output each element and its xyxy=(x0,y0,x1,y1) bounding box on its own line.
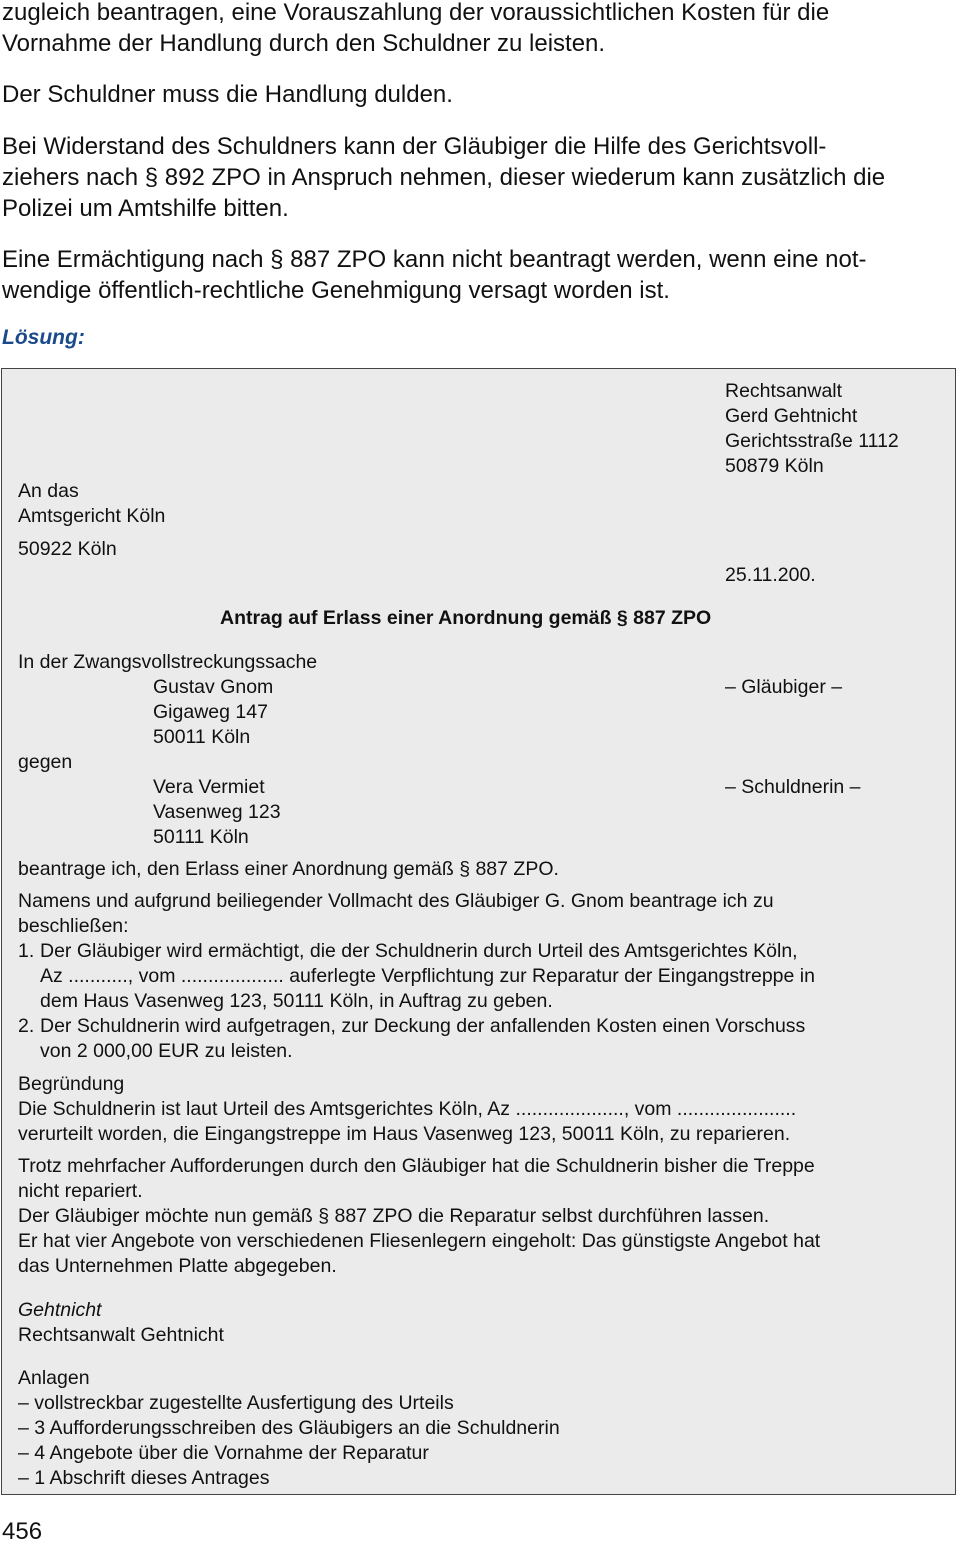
address-line: 50011 Köln xyxy=(153,726,251,748)
text-line: Trotz mehrfacher Aufforderungen durch den Gläubiger hat die Schuldnerin bisher die Treppe xyxy=(18,1155,815,1177)
address-line: Vasenweg 123 xyxy=(153,801,281,823)
text-line: Vornahme der Handlung durch den Schuldner zu leisten. xyxy=(2,30,606,57)
creditor-address xyxy=(153,675,273,750)
text-line: das Unternehmen Platte abgegeben. xyxy=(18,1255,337,1277)
address-line: An das xyxy=(18,480,79,502)
address-line: Amtsgericht Köln xyxy=(18,505,166,527)
intro-paragraph-2 xyxy=(2,79,957,110)
debtor-role: – Schuldnerin – xyxy=(725,776,861,798)
recipient-city: 50922 Köln xyxy=(18,538,117,560)
creditor-role: – Gläubiger – xyxy=(725,676,843,698)
text-line: Der Schuldnerin wird aufgetragen, zur Deckung der anfallenden Kosten einen Vorschuss xyxy=(40,1015,806,1037)
address-line: Gerichtsstraße 1112 xyxy=(725,430,899,452)
text-line: Er hat vier Angebote von verschiedenen Fliesenlegern eingeholt: Das günstigste Angebot hat xyxy=(18,1230,821,1252)
text-line: wendige öffentlich-rechtliche Genehmigung versagt worden ist. xyxy=(2,277,670,304)
item-number: 1. xyxy=(18,940,35,962)
intro-paragraph-4 xyxy=(2,244,957,306)
reason-paragraph-1 xyxy=(18,1097,796,1147)
debtor-address xyxy=(153,775,281,850)
reason-title: Begründung xyxy=(18,1073,125,1095)
attachments-title: Anlagen xyxy=(18,1367,90,1389)
list-item: – 1 Abschrift dieses Antrages xyxy=(18,1467,270,1489)
intro-paragraph-1 xyxy=(2,0,957,59)
text-line: Der Gläubiger wird ermächtigt, die der Schuldnerin durch Urteil des Amtsgerichtes Köln, xyxy=(40,940,798,962)
text-line: zugleich beantragen, eine Vorauszahlung der voraussichtlichen Kosten für die xyxy=(2,0,830,26)
attachments-list xyxy=(18,1391,560,1491)
letter-subject: Antrag auf Erlass einer Anordnung gemäß § 887 ZPO xyxy=(220,607,712,629)
recipient-address xyxy=(18,479,165,529)
text-line: Bei Widerstand des Schuldners kann der Gläubiger die Hilfe des Gerichtsvoll- xyxy=(2,133,827,160)
text-line: verurteilt worden, die Eingangstreppe im Haus Vasenweg 123, 50011 Köln, zu reparieren. xyxy=(18,1123,791,1145)
address-line: Gerd Gehtnicht xyxy=(725,405,858,427)
item-number: 2. xyxy=(18,1015,35,1037)
text-line: von 2 000,00 EUR zu leisten. xyxy=(40,1040,293,1062)
address-line: 50879 Köln xyxy=(725,455,824,477)
text-line: beschließen: xyxy=(18,915,129,937)
list-item: – 4 Angebote über die Vornahme der Reparatur xyxy=(18,1442,429,1464)
address-line: 50111 Köln xyxy=(153,826,249,848)
intro-paragraph-3 xyxy=(2,131,957,224)
case-intro: In der Zwangsvollstreckungssache xyxy=(18,651,318,673)
list-item: – vollstreckbar zugestellte Ausfertigung des Urteils xyxy=(18,1392,454,1414)
text-line: ziehers nach § 892 ZPO in Anspruch nehmen, dieser wiederum kann zusätzlich die xyxy=(2,164,886,191)
signature: Gehtnicht xyxy=(18,1299,102,1321)
list-item xyxy=(18,939,928,1014)
letter-date: 25.11.200. xyxy=(725,564,816,586)
request-line: beantrage ich, den Erlass einer Anordnung gemäß § 887 ZPO. xyxy=(18,858,559,880)
solution-heading: Lösung: xyxy=(2,326,85,349)
authority-paragraph xyxy=(18,889,774,939)
text-line: Eine Ermächtigung nach § 887 ZPO kann nicht beantragt werden, wenn eine not- xyxy=(2,246,867,273)
text-line: dem Haus Vasenweg 123, 50111 Köln, in Auftrag zu geben. xyxy=(40,990,553,1012)
text-line: Der Schuldner muss die Handlung dulden. xyxy=(2,81,453,108)
reason-paragraph-2 xyxy=(18,1154,820,1279)
address-line: Gigaweg 147 xyxy=(153,701,268,723)
text-line: Die Schuldnerin ist laut Urteil des Amtsgerichtes Köln, Az ...................., vom ...................... xyxy=(18,1098,797,1120)
letter-box xyxy=(1,368,956,1495)
text-line: nicht repariert. xyxy=(18,1180,143,1202)
address-line: Rechtsanwalt xyxy=(725,380,843,402)
address-line: Gustav Gnom xyxy=(153,676,274,698)
address-line: Vera Vermiet xyxy=(153,776,265,798)
text-line: Polizei um Amtshilfe bitten. xyxy=(2,195,289,222)
versus-label: gegen xyxy=(18,751,73,773)
page-number: 456 xyxy=(2,1518,43,1545)
text-line: Az ..........., vom ................... auferlegte Verpflichtung zur Reparatur der Eingangstreppe in xyxy=(40,965,815,987)
sender-address xyxy=(725,379,899,479)
text-line: Namens und aufgrund beiliegender Vollmacht des Gläubiger G. Gnom beantrage ich zu xyxy=(18,890,774,912)
text-line: Der Gläubiger möchte nun gemäß § 887 ZPO die Reparatur selbst durchführen lassen. xyxy=(18,1205,770,1227)
list-item: – 3 Aufforderungsschreiben des Gläubigers an die Schuldnerin xyxy=(18,1417,560,1439)
list-item xyxy=(18,1014,928,1064)
signature-title: Rechtsanwalt Gehtnicht xyxy=(18,1324,224,1346)
